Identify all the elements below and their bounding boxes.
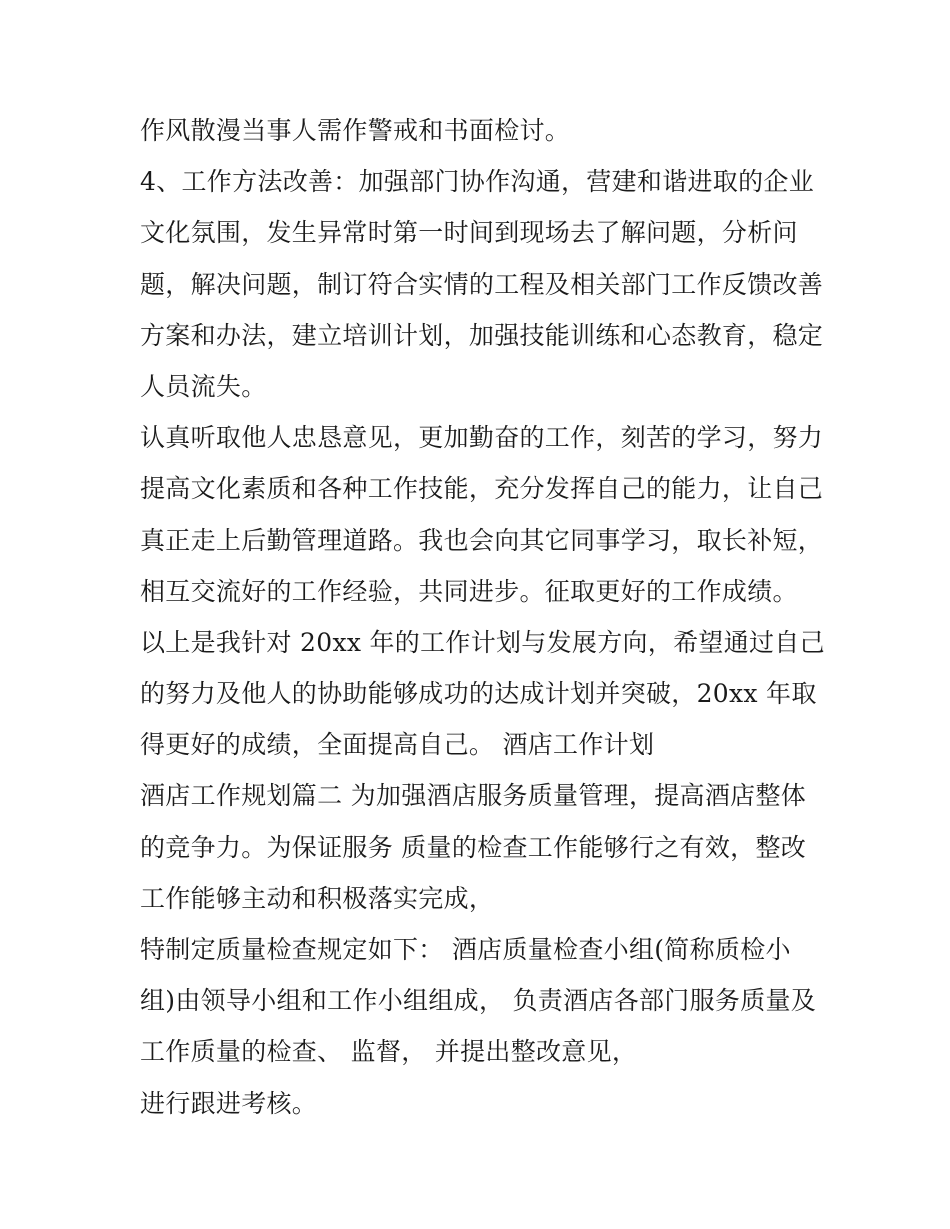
- text-line: 的努力及他人的协助能够成功的达成计划并突破，20xx 年取: [140, 679, 817, 709]
- text-line: 方案和办法，建立培训计划，加强技能训练和心态教育，稳定: [140, 320, 824, 350]
- text-line: 工作质量的检查、 监督， 并提出整改意见，: [140, 1037, 638, 1067]
- text-line: 的竞争力。为保证服务 质量的检查工作能够行之有效，整改: [140, 832, 807, 862]
- text-line: 认真听取他人忠恳意见，更加勤奋的工作，刻苦的学习，努力: [140, 423, 824, 453]
- text-line: 文化氛围，发生异常时第一时间到现场去了解问题，分析问: [140, 218, 798, 248]
- text-line: 进行跟进考核。: [140, 1088, 318, 1118]
- text-line: 题，解决问题，制订符合实情的工程及相关部门工作反馈改善: [140, 269, 824, 299]
- text-line: 提高文化素质和各种工作技能，充分发挥自己的能力，让自己: [140, 474, 824, 504]
- text-line: 4、工作方法改善：加强部门协作沟通，营建和谐进取的企业: [140, 167, 815, 197]
- text-line: 作风散漫当事人需作警戒和书面检讨。: [140, 116, 571, 145]
- text-line: 真正走上后勤管理道路。我也会向其它同事学习，取长补短，: [140, 525, 824, 555]
- text-line: 特制定质量检查规定如下： 酒店质量检查小组(简称质检小: [140, 935, 791, 964]
- text-line: 相互交流好的工作经验，共同进步。征取更好的工作成绩。: [140, 576, 798, 606]
- text-line: 人员流失。: [140, 371, 267, 401]
- text-line: 以上是我针对 20xx 年的工作计划与发展方向，希望通过自己: [140, 627, 825, 657]
- document-body: [140, 105, 825, 1129]
- text-line: 组)由领导小组和工作小组组成， 负责酒店各部门服务质量及: [140, 986, 817, 1016]
- text-line: 酒店工作规划篇二 为加强酒店服务质量管理，提高酒店整体: [140, 781, 807, 811]
- text-line: 得更好的成绩，全面提高自己。 酒店工作计划: [140, 730, 655, 760]
- text-line: 工作能够主动和积极落实完成，: [140, 883, 495, 913]
